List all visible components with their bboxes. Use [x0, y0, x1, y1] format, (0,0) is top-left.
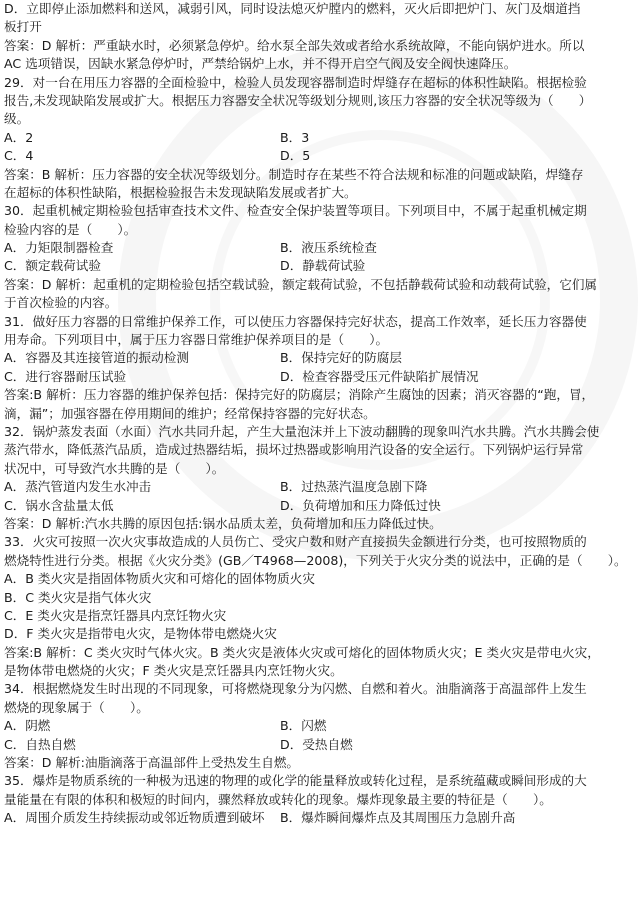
- option-item: C．4: [4, 148, 34, 164]
- option-row: [4, 257, 636, 275]
- option-item: B．闪燃: [280, 718, 327, 734]
- text-line: 在超标的体积性缺陷，根据检验报告未发现缺陷发展或者扩大。: [4, 184, 357, 200]
- text-line: 蒸汽带水，降低蒸汽品质，造成过热器结垢，损坏过热器或影响用汽设备的安全运行。下列锅炉运行异常: [4, 442, 584, 458]
- option-row: [4, 147, 636, 165]
- text-line: AC 选项错误，因缺水紧急停炉时，严禁给锅炉上水，并不得开启空气阀及安全阀快速降压。: [4, 56, 517, 72]
- option-item: A．阴燃: [4, 718, 51, 734]
- option-item: B．3: [280, 129, 310, 145]
- option-row: [4, 129, 636, 147]
- option-row: [4, 809, 636, 827]
- text-line: C．E 类火灾是指烹饪器具内烹饪物火灾: [4, 607, 227, 623]
- option-row: [4, 736, 636, 754]
- text-line: 30．起重机械定期检验包括审查技术文件、检查安全保护装置等项目。下列项目中，不属于起重机械定期: [4, 203, 587, 219]
- answer-line: 答案：B 解析：压力容器的安全状况等级划分。制造时存在某些不符合法规和标准的问题或缺陷，焊缝存: [4, 166, 584, 182]
- text-line: 燃烧特性进行分类。根据《火灾分类》(GB／T4968—2008)，下列关于火灾分类的说法中，正确的是（ ）。: [4, 552, 627, 568]
- text-line: 33．火灾可按照一次火灾事故造成的人员伤亡、受灾户数和财产直接损失金额进行分类，也可按照物质的: [4, 534, 587, 550]
- option-row: [4, 239, 636, 257]
- answer-line: 答案：D 解析:油脂滴落于高温部件上受热发生自燃。: [4, 755, 300, 771]
- option-item: B．保持完好的防腐层: [280, 350, 402, 366]
- option-item: A．周围介质发生持续振动或邻近物质遭到破坏: [4, 810, 265, 826]
- text-line: 检验内容的是（ ）。: [4, 221, 137, 237]
- option-item: B．液压系统检查: [280, 240, 377, 256]
- option-item: B．过热蒸汽温度急剧下降: [280, 479, 428, 495]
- option-row: [4, 497, 636, 515]
- option-row: [4, 368, 636, 386]
- text-line: 量能量在有限的体积和极短的时间内，骤然释放或转化的现象。爆炸现象最主要的特征是（ ）。: [4, 791, 552, 807]
- text-line: 31．做好压力容器的日常维护保养工作，可以使压力容器保持完好状态，提高工作效率，延长压力容器使: [4, 313, 587, 329]
- text-line: A．B 类火灾是指固体物质火灾和可熔化的固体物质火灾: [4, 571, 315, 587]
- option-item: A．力矩限制器检查: [4, 240, 114, 256]
- option-item: D．负荷增加和压力降低过快: [280, 497, 441, 513]
- text-line: 32．锅炉蒸发表面（水面）汽水共同升起，产生大量泡沫并上下波动翻腾的现象叫汽水共腾。汽水共腾会使: [4, 423, 600, 439]
- answer-line: 答案：D 解析：起重机的定期检验包括空载试验，额定载荷试验，不包括静载荷试验和动载荷试验，它们属: [4, 276, 598, 292]
- answer-line: 答案:B 解析：压力容器的维护保养包括：保持完好的防腐层；消除产生腐蚀的因素；消灭容器的“跑，冒，: [4, 387, 595, 403]
- option-item: C．锅水含盐量太低: [4, 497, 114, 513]
- text-line: 滴，漏”；加强容器在停用期间的维护；经常保持容器的完好状态。: [4, 405, 376, 421]
- option-item: B．爆炸瞬间爆炸点及其周围压力急剧升高: [280, 810, 516, 826]
- text-line: 报告,未发现缺陷发展或扩大。根据压力容器安全状况等级划分规则,该压力容器的安全状况等级为（ ）: [4, 92, 592, 108]
- option-item: C．自热自燃: [4, 736, 76, 752]
- option-item: D．静载荷试验: [280, 258, 366, 274]
- option-item: D．受热自燃: [280, 736, 353, 752]
- text-line: 状况中，可导致汽水共腾的是（ ）。: [4, 460, 225, 476]
- text-line: 29．对一台在用压力容器的全面检验中，检验人员发现容器制造时焊缝存在超标的体积性缺陷。根据检验: [4, 74, 587, 90]
- option-row: [4, 478, 636, 496]
- text-line: B．C 类火灾是指气体火灾: [4, 589, 152, 605]
- option-row: [4, 717, 636, 735]
- exam-document: [4, 0, 636, 828]
- text-line: 燃烧的现象属于（ ）。: [4, 699, 149, 715]
- text-line: 板打开: [4, 19, 42, 35]
- option-item: A．容器及其连接管道的振动检测: [4, 350, 189, 366]
- option-item: C．进行容器耐压试验: [4, 368, 127, 384]
- option-item: D．检查容器受压元件缺陷扩展情况: [280, 368, 479, 384]
- text-line: 是物体带电燃烧的火灾；F 类火灾是烹饪器具内烹饪物火灾。: [4, 663, 343, 679]
- text-line: 35．爆炸是物质系统的一种极为迅速的物理的或化学的能量释放或转化过程，是系统蕴藏或瞬间形成的大: [4, 773, 587, 789]
- text-line: D．立即停止添加燃料和送风，减弱引风，同时设法熄灭炉膛内的燃料，灭火后即把炉门、灰门及烟道挡: [4, 1, 581, 16]
- answer-line: 答案：D 解析:汽水共腾的原因包括:锅水品质太差，负荷增加和压力降低过快。: [4, 515, 442, 531]
- option-item: A．蒸汽管道内发生水冲击: [4, 479, 152, 495]
- option-item: A．2: [4, 129, 34, 145]
- option-item: D．5: [280, 148, 311, 164]
- text-line: 用寿命。下列项目中，属于压力容器日常维护保养项目的是（ ）。: [4, 332, 389, 348]
- text-line: D．F 类火灾是指带电火灾，是物体带电燃烧火灾: [4, 626, 277, 642]
- text-line: 34．根据燃烧发生时出现的不同现象，可将燃烧现象分为闪燃、自燃和着火。油脂滴落于高温部件上发生: [4, 681, 587, 697]
- answer-line: 答案：D 解析：严重缺水时，必须紧急停炉。给水泵全部失效或者给水系统故障，不能向锅炉进水。所以: [4, 37, 585, 53]
- text-line: 级。: [4, 111, 30, 127]
- option-row: [4, 349, 636, 367]
- option-item: C．额定载荷试验: [4, 258, 101, 274]
- answer-line: 答案:B 解析：C 类火灾时气体火灾。B 类火灾是液体火灾或可熔化的固体物质火灾；E 类火灾是带电火灾，: [4, 644, 600, 660]
- text-line: 于首次检验的内容。: [4, 295, 118, 311]
